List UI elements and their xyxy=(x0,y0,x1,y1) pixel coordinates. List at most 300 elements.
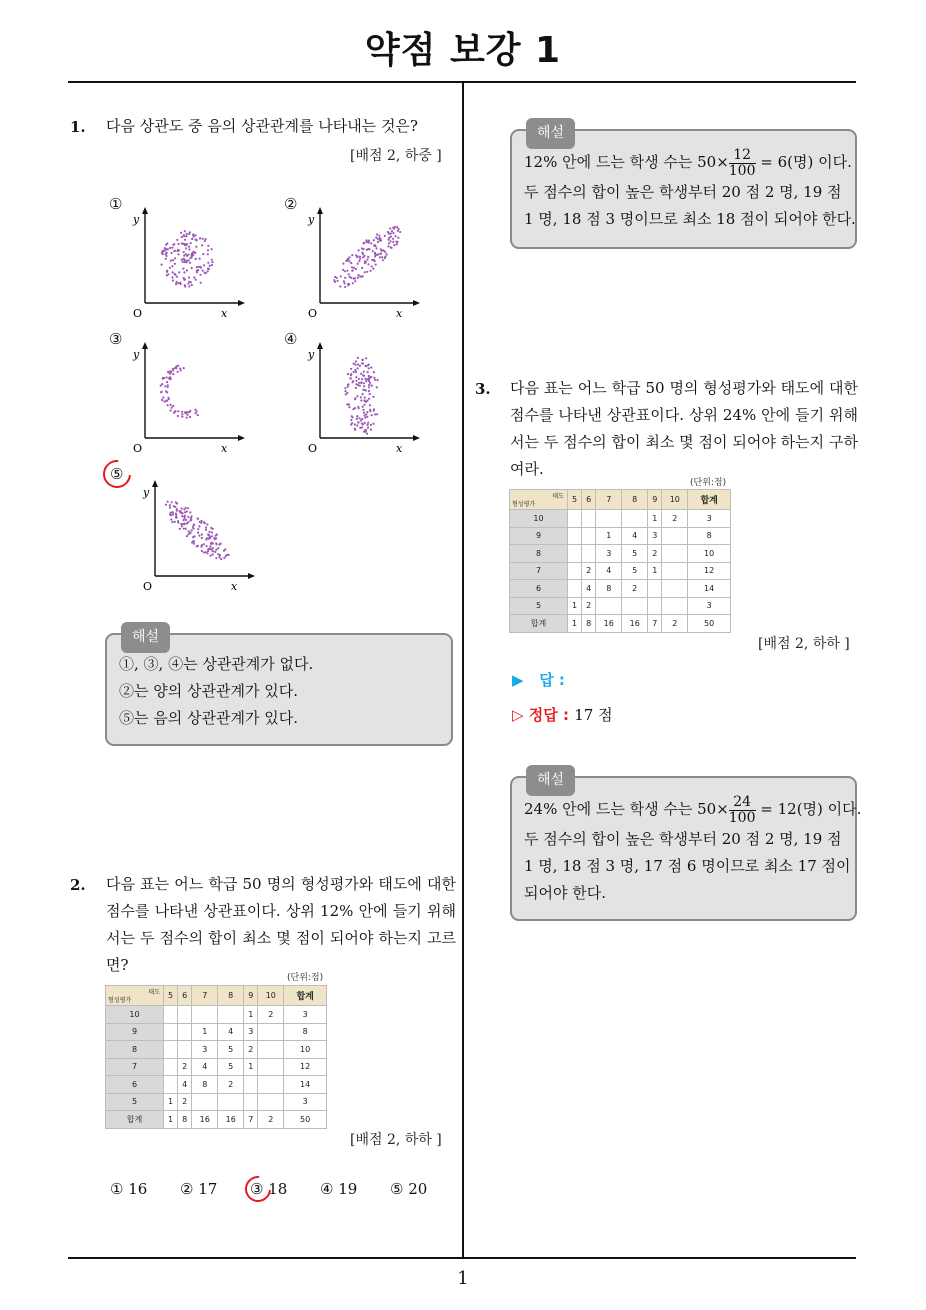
scatter-dot xyxy=(342,263,344,265)
scatter-dot xyxy=(183,367,185,369)
q2-correlation-table xyxy=(105,985,327,1129)
scatter-dot xyxy=(172,405,174,407)
scatter-dot xyxy=(205,539,207,541)
q3-explanation-line-4: 되어야 한다. xyxy=(524,883,606,902)
scatter-dot xyxy=(181,525,183,527)
scatter-dot xyxy=(356,418,358,420)
scatter-dot xyxy=(360,373,362,375)
scatter-dot xyxy=(357,406,359,408)
scatter-dot xyxy=(354,369,356,371)
scatter-dot xyxy=(367,424,369,426)
scatter-dot xyxy=(368,367,370,369)
scatter-dot xyxy=(182,243,184,245)
scatter-dot xyxy=(354,364,356,366)
scatter-dot xyxy=(209,265,211,267)
scatter-dot xyxy=(169,513,171,515)
scatter-dot xyxy=(203,543,205,545)
scatter-dot xyxy=(360,396,362,398)
scatter-dot xyxy=(391,230,393,232)
scatter-dot xyxy=(172,511,174,513)
q2-frac-den: 100 xyxy=(728,162,756,179)
scatter-dot xyxy=(373,259,375,261)
scatter-dot xyxy=(172,373,174,375)
scatter-dot xyxy=(207,262,209,264)
q2-table-cell xyxy=(218,1093,244,1111)
scatter-dot xyxy=(177,415,179,417)
scatter-dot xyxy=(344,277,346,279)
scatter-dot xyxy=(371,414,373,416)
q1-scatter-2 xyxy=(300,205,420,320)
scatter-dot xyxy=(172,271,174,273)
scatter-dot xyxy=(371,385,373,387)
q2-table-col-header: 10 xyxy=(258,986,284,1006)
scatter-dot xyxy=(177,371,179,373)
q1-answer-mark xyxy=(97,454,136,493)
q3-correct-value: 17 점 xyxy=(574,706,613,724)
scatter-dot xyxy=(358,417,360,419)
q1-option-1-marker[interactable]: ① xyxy=(109,195,123,213)
scatter-dot xyxy=(186,535,188,537)
scatter-dot xyxy=(171,252,173,254)
scatter-dot xyxy=(161,252,163,254)
scatter-dot xyxy=(166,270,168,272)
y-axis-label: y xyxy=(143,486,150,499)
scatter-dot xyxy=(174,521,176,523)
scatter-dot xyxy=(184,261,186,263)
origin-label: O xyxy=(308,442,318,455)
scatter-dot xyxy=(356,415,358,417)
scatter-dot xyxy=(365,357,367,359)
x-axis-label: x xyxy=(221,307,228,320)
scatter-dot xyxy=(220,558,222,560)
q2-table-row xyxy=(106,1076,327,1094)
q3-table-col-header: 7 xyxy=(596,490,622,510)
scatter-dot xyxy=(202,238,204,240)
scatter-dot xyxy=(183,528,185,530)
scatter-dot xyxy=(182,268,184,270)
scatter-dot xyxy=(201,544,203,546)
scatter-dot xyxy=(366,416,368,418)
origin-label: O xyxy=(133,442,143,455)
scatter-dot xyxy=(374,413,376,415)
scatter-dot xyxy=(356,255,358,257)
scatter-dot xyxy=(162,397,164,399)
scatter-dot xyxy=(165,248,167,250)
scatter-dot xyxy=(169,504,171,506)
scatter-dot xyxy=(393,228,395,230)
scatter-dot xyxy=(188,411,190,413)
scatter-dot xyxy=(203,551,205,553)
q2-explanation-line-1 xyxy=(524,146,852,179)
scatter-dot xyxy=(372,268,374,270)
q1-option-4-marker[interactable]: ④ xyxy=(284,330,298,348)
scatter-dot xyxy=(363,385,365,387)
scatter-dot xyxy=(367,422,369,424)
scatter-dot xyxy=(163,400,165,402)
scatter-dot xyxy=(373,377,375,379)
scatter-dot xyxy=(177,522,179,524)
scatter-dot xyxy=(361,378,363,380)
scatter-dot xyxy=(179,528,181,530)
q2-choice-5[interactable]: ⑤ 20 xyxy=(390,1180,428,1198)
q3-table-col-header: 5 xyxy=(568,490,582,510)
scatter-dot xyxy=(196,545,198,547)
scatter-dot xyxy=(160,385,162,387)
q2-table-cell xyxy=(164,1023,178,1041)
q3-answer-line[interactable] xyxy=(512,669,565,690)
scatter-dot xyxy=(174,257,176,259)
q2-table-cell: 2 xyxy=(178,1058,192,1076)
scatter-dot xyxy=(218,556,220,558)
scatter-dot xyxy=(193,276,195,278)
q3-table-cell: 2 xyxy=(662,510,688,528)
scatter-dot xyxy=(363,375,365,377)
scatter-dot xyxy=(356,395,358,397)
scatter-dot xyxy=(374,379,376,381)
q3-table-row xyxy=(510,510,731,528)
q3-table-cell xyxy=(648,597,662,615)
scatter-dot xyxy=(358,382,360,384)
column-divider xyxy=(462,82,464,1258)
scatter-dot xyxy=(183,251,185,253)
q2-table-row xyxy=(106,1093,327,1111)
scatter-dot xyxy=(365,365,367,367)
scatter-dot xyxy=(347,373,349,375)
scatter-dot xyxy=(342,269,344,271)
scatter-dot xyxy=(161,383,163,385)
q2-table-row-header: 7 xyxy=(106,1058,164,1076)
scatter-dot xyxy=(190,519,192,521)
scatter-dot xyxy=(370,242,372,244)
q3-explanation-line-1 xyxy=(524,793,862,826)
q3-table-cell: 3 xyxy=(688,510,731,528)
scatter-dot xyxy=(176,239,178,241)
q3-table-row-header: 9 xyxy=(510,527,568,545)
scatter-dot xyxy=(184,278,186,280)
scatter-dot xyxy=(200,522,202,524)
scatter-dot xyxy=(192,233,194,235)
scatter-dot xyxy=(366,433,368,435)
scatter-dot xyxy=(363,382,365,384)
q3-table-cell xyxy=(568,510,582,528)
scatter-dot xyxy=(211,535,213,537)
q2-table-cell xyxy=(178,1006,192,1024)
q2-table-row-header: 6 xyxy=(106,1076,164,1094)
q3-table-col-header: 10 xyxy=(662,490,688,510)
q2-table-col-header: 합계 xyxy=(284,986,327,1006)
scatter-dot xyxy=(389,240,391,242)
q3-table-cell xyxy=(568,562,582,580)
scatter-dot xyxy=(357,421,359,423)
scatter-dot xyxy=(197,414,199,416)
scatter-dot xyxy=(201,244,203,246)
q3-expl-fraction xyxy=(729,795,756,826)
scatter-dot xyxy=(170,404,172,406)
scatter-dot xyxy=(181,259,183,261)
scatter-dot xyxy=(184,239,186,241)
q2-table-row-header: 8 xyxy=(106,1041,164,1059)
q2-table-cell xyxy=(258,1076,284,1094)
scatter-dot xyxy=(200,282,202,284)
scatter-dot xyxy=(371,265,373,267)
scatter-dot xyxy=(396,241,398,243)
scatter-dot xyxy=(175,513,177,515)
q2-table-cell xyxy=(178,1041,192,1059)
q3-meta: [배점 2, 하하 ] xyxy=(758,636,850,652)
q3-table-row-header: 8 xyxy=(510,545,568,563)
q2-table-col-header: 9 xyxy=(244,986,258,1006)
q1-explanation-line-2: ②는 양의 상관관계가 있다. xyxy=(119,682,298,700)
scatter-dot xyxy=(180,232,182,234)
scatter-dot xyxy=(396,243,398,245)
scatter-dot xyxy=(345,260,347,262)
q2-table-row xyxy=(106,1041,327,1059)
scatter-dot xyxy=(399,231,401,233)
scatter-dot xyxy=(179,510,181,512)
scatter-dot xyxy=(340,275,342,277)
scatter-dot xyxy=(384,251,386,253)
scatter-dot xyxy=(394,226,396,228)
q2-meta: [배점 2, 하하 ] xyxy=(350,1132,442,1148)
scatter-dot xyxy=(172,368,174,370)
scatter-dot xyxy=(201,520,203,522)
scatter-dot xyxy=(183,522,185,524)
scatter-dot xyxy=(367,263,369,265)
scatter-dot xyxy=(166,391,168,393)
q3-table-cell: 3 xyxy=(648,527,662,545)
q2-choice-4[interactable]: ④ 19 xyxy=(320,1180,358,1198)
scatter-dot xyxy=(365,401,367,403)
q3-table-col-header: 합계 xyxy=(688,490,731,510)
scatter-dot xyxy=(358,378,360,380)
scatter-dot xyxy=(344,270,346,272)
scatter-dot xyxy=(181,507,183,509)
q3-table-row-header: 합계 xyxy=(510,615,568,633)
q1-option-2-marker[interactable]: ② xyxy=(284,195,298,213)
q3-table-cell: 50 xyxy=(688,615,731,633)
q3-answer-label: 답 : xyxy=(539,671,565,689)
scatter-dot xyxy=(363,255,365,257)
scatter-dot xyxy=(195,279,197,281)
scatter-dot xyxy=(205,272,207,274)
scatter-dot xyxy=(185,519,187,521)
scatter-dot xyxy=(375,264,377,266)
scatter-dot xyxy=(188,248,190,250)
scatter-dot xyxy=(190,281,192,283)
q1-explanation-tag: 해설 xyxy=(121,622,170,653)
q2-table-cell: 1 xyxy=(192,1023,218,1041)
scatter-dot xyxy=(171,265,173,267)
scatter-dot xyxy=(193,251,195,253)
q3-table-cell: 1 xyxy=(596,527,622,545)
y-axis-label: y xyxy=(308,348,315,361)
scatter-dot xyxy=(366,259,368,261)
y-axis-label: y xyxy=(308,213,315,226)
q2-table-cell: 16 xyxy=(218,1111,244,1129)
scatter-dot xyxy=(207,270,209,272)
scatter-dot xyxy=(372,396,374,398)
q2-table-cell: 2 xyxy=(258,1111,284,1129)
q2-table-cell xyxy=(258,1041,284,1059)
q2-table-corner-bottom: 형성평가 xyxy=(108,997,132,1004)
q3-table-cell: 1 xyxy=(568,615,582,633)
q2-choice-1[interactable]: ① 16 xyxy=(110,1180,148,1198)
q3-table-cell xyxy=(582,510,596,528)
scatter-dot xyxy=(377,379,379,381)
q2-table-row-header: 9 xyxy=(106,1023,164,1041)
q2-table-corner-top: 태도 xyxy=(148,989,160,996)
scatter-dot xyxy=(362,362,364,364)
q3-table-cell xyxy=(596,597,622,615)
scatter-dot xyxy=(192,536,194,538)
scatter-dot xyxy=(161,264,163,266)
q2-table-cell xyxy=(164,1006,178,1024)
scatter-dot xyxy=(376,386,378,388)
scatter-dot xyxy=(175,367,177,369)
q2-table-cell xyxy=(164,1058,178,1076)
q2-table-cell: 1 xyxy=(244,1058,258,1076)
scatter-dot xyxy=(192,526,194,528)
q3-table-cell xyxy=(596,510,622,528)
q2-table-cell xyxy=(164,1076,178,1094)
scatter-dot xyxy=(356,424,358,426)
scatter-dot xyxy=(347,403,349,405)
q3-table-cell: 4 xyxy=(622,527,648,545)
scatter-dot xyxy=(165,400,167,402)
scatter-dot xyxy=(191,238,193,240)
scatter-dot xyxy=(188,530,190,532)
q2-table-row xyxy=(106,1023,327,1041)
q1-explanation-line-3: ⑤는 음의 상관관계가 있다. xyxy=(119,709,298,727)
y-axis-label: y xyxy=(133,213,140,226)
q3-table-cell xyxy=(582,527,596,545)
q2-table-row xyxy=(106,1058,327,1076)
scatter-dot xyxy=(381,256,383,258)
scatter-dot xyxy=(334,276,336,278)
scatter-dot xyxy=(169,507,171,509)
x-axis-label: x xyxy=(231,580,238,593)
q2-table-cell: 8 xyxy=(178,1111,192,1129)
q2-choice-3[interactable]: ③ 18 xyxy=(250,1180,288,1198)
scatter-dot xyxy=(369,404,371,406)
q3-table-cell: 8 xyxy=(582,615,596,633)
scatter-dot xyxy=(392,241,394,243)
scatter-dot xyxy=(378,235,380,237)
scatter-dot xyxy=(162,377,164,379)
scatter-dot xyxy=(355,376,357,378)
scatter-dot xyxy=(349,276,351,278)
scatter-dot xyxy=(347,258,349,260)
scatter-dot xyxy=(217,547,219,549)
scatter-dot xyxy=(354,428,356,430)
scatter-dot xyxy=(359,256,361,258)
scatter-dot xyxy=(350,419,352,421)
scatter-dot xyxy=(351,416,353,418)
scatter-dot xyxy=(188,285,190,287)
q3-frac-den: 100 xyxy=(728,809,756,826)
q1-option-3-marker[interactable]: ③ xyxy=(109,330,123,348)
scatter-dot xyxy=(205,551,207,553)
scatter-dot xyxy=(189,532,191,534)
scatter-dot xyxy=(361,275,363,277)
scatter-dot xyxy=(169,370,171,372)
scatter-dot xyxy=(352,408,354,410)
scatter-dot xyxy=(166,381,168,383)
scatter-dot xyxy=(212,528,214,530)
q3-table-cell: 4 xyxy=(596,562,622,580)
q3-table-cell xyxy=(662,527,688,545)
scatter-dot xyxy=(171,501,173,503)
q3-table-row xyxy=(510,597,731,615)
scatter-dot xyxy=(184,244,186,246)
scatter-dot xyxy=(207,253,209,255)
scatter-dot xyxy=(373,245,375,247)
scatter-dot xyxy=(209,537,211,539)
scatter-dot xyxy=(203,264,205,266)
scatter-dot xyxy=(377,253,379,255)
q3-table-row xyxy=(510,545,731,563)
scatter-dot xyxy=(368,380,370,382)
scatter-dot xyxy=(186,255,188,257)
scatter-dot xyxy=(174,263,176,265)
scatter-dot xyxy=(196,270,198,272)
q2-table-row-header: 합계 xyxy=(106,1111,164,1129)
q3-number: 3. xyxy=(475,380,491,398)
q3-table-cell: 14 xyxy=(688,580,731,598)
q2-table-cell: 1 xyxy=(164,1093,178,1111)
scatter-dot xyxy=(196,266,198,268)
scatter-dot xyxy=(187,533,189,535)
scatter-dot xyxy=(353,267,355,269)
q3-table-cell: 2 xyxy=(662,615,688,633)
q1-option-5-marker[interactable]: ⑤ xyxy=(110,465,124,483)
scatter-dot xyxy=(347,283,349,285)
scatter-dot xyxy=(211,531,213,533)
scatter-dot xyxy=(186,269,188,271)
scatter-dot xyxy=(361,418,363,420)
origin-label: O xyxy=(308,307,318,320)
scatter-dot xyxy=(364,414,366,416)
q2-choice-2[interactable]: ② 17 xyxy=(180,1180,218,1198)
scatter-dot xyxy=(185,507,187,509)
scatter-dot xyxy=(189,416,191,418)
scatter-dot xyxy=(361,247,363,249)
scatter-dot xyxy=(201,533,203,535)
scatter-dot xyxy=(171,521,173,523)
scatter-dot xyxy=(195,246,197,248)
q3-table-cell: 2 xyxy=(582,562,596,580)
bottom-rule xyxy=(68,1257,856,1259)
scatter-dot xyxy=(188,233,190,235)
origin-label: O xyxy=(143,580,153,593)
scatter-dot xyxy=(209,545,211,547)
q3-frac-num: 24 xyxy=(733,793,752,810)
scatter-dot xyxy=(219,554,221,556)
scatter-dot xyxy=(172,259,174,261)
q2-text: 다음 표는 어느 학급 50 명의 형성평가와 태도에 대한 점수를 나타낸 상관표이다. 상위 12% 안에 들기 위해서는 두 점수의 합이 최소 몇 점이 되어야 하는지 고르면? xyxy=(106,875,456,974)
scatter-dot xyxy=(373,239,375,241)
scatter-dot xyxy=(166,242,168,244)
q3-table-cell xyxy=(662,597,688,615)
q3-explanation-box xyxy=(510,772,862,921)
scatter-dot xyxy=(347,384,349,386)
scatter-dot xyxy=(197,517,199,519)
scatter-dot xyxy=(191,284,193,286)
scatter-dot xyxy=(192,236,194,238)
q3-table-cell xyxy=(662,545,688,563)
scatter-dot xyxy=(175,281,177,283)
q2-table-cell: 14 xyxy=(284,1076,327,1094)
